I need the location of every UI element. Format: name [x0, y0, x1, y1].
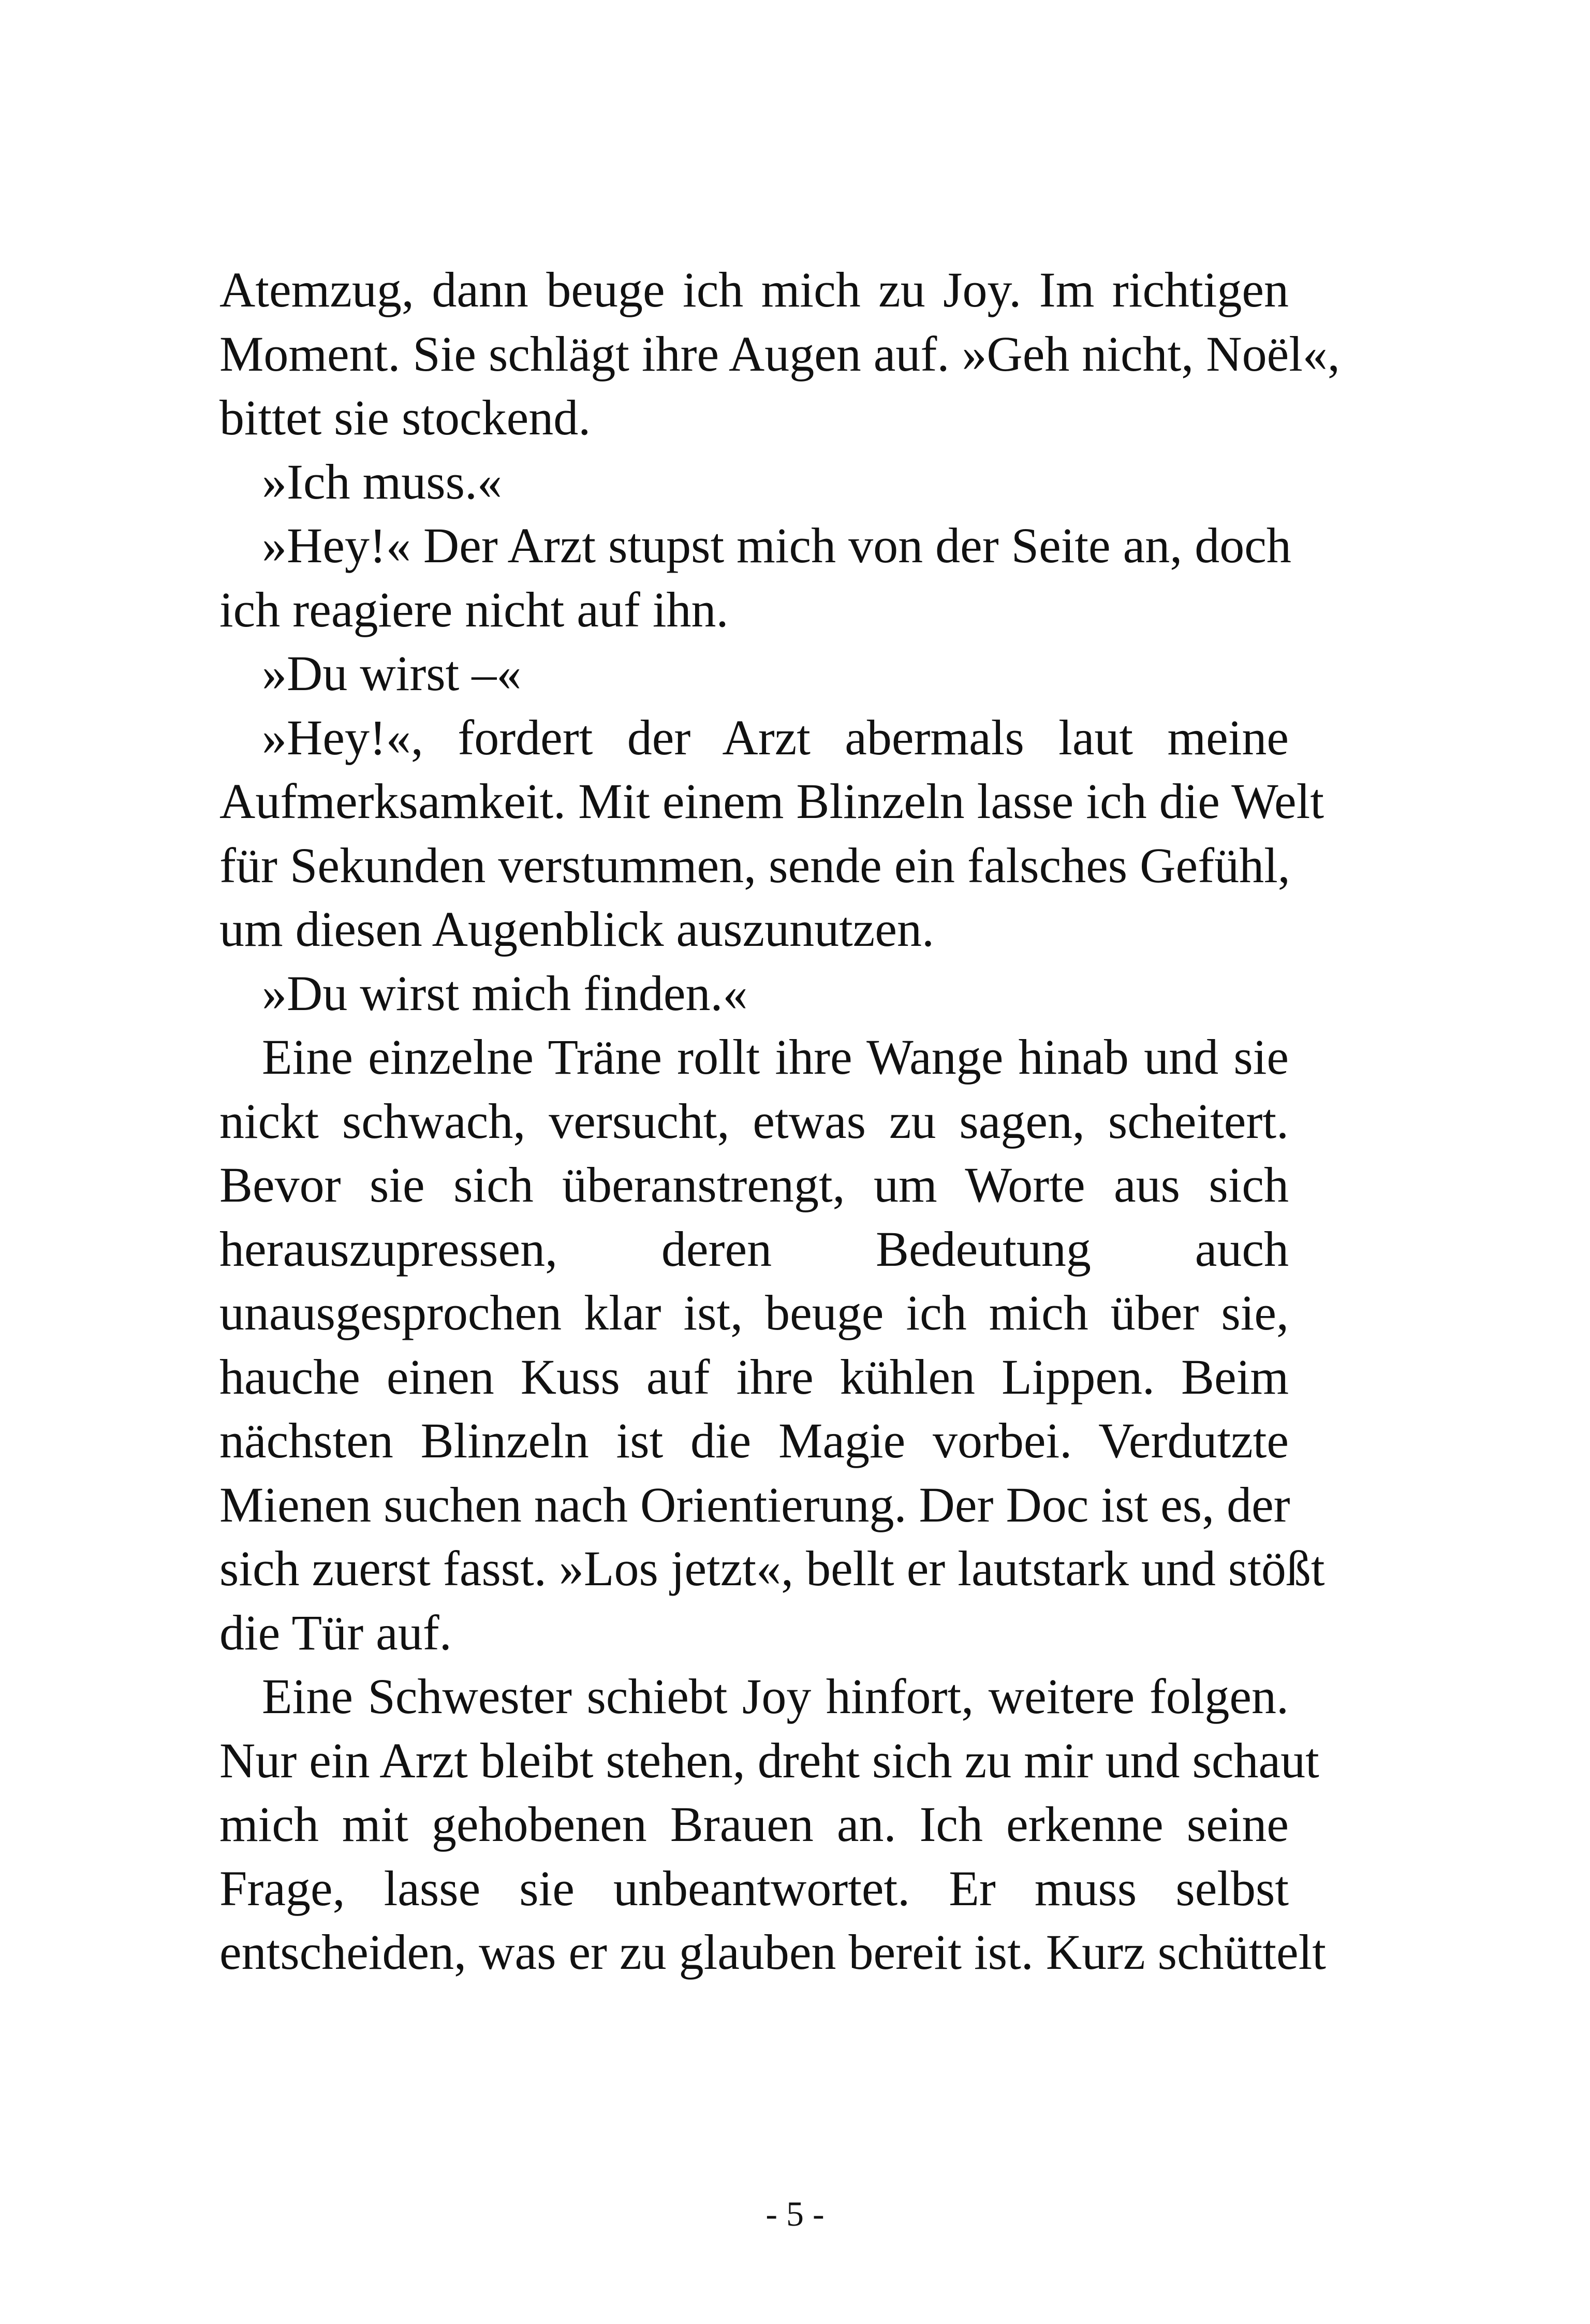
- text-line: Mienen suchen nach Orientierung. Der Doc ist es, der: [219, 1477, 1290, 1532]
- text-line: Moment. Sie schlägt ihre Augen auf. »Geh nicht, Noël«,: [219, 326, 1340, 382]
- page-number: - 5 -: [765, 2194, 825, 2233]
- text-line: mich mit gehobenen Brauen an. Ich erkenne seine: [219, 1796, 1289, 1852]
- text-line: entscheiden, was er zu glauben bereit ist. Kurz schüttelt: [219, 1924, 1326, 1980]
- text-line: herauszupressen, deren Bedeutung auch: [219, 1221, 1289, 1277]
- text-line: »Du wirst mich finden.«: [262, 965, 748, 1021]
- text-line: Nur ein Arzt bleibt stehen, dreht sich zu mir und schaut: [219, 1732, 1319, 1788]
- text-line: Bevor sie sich überanstrengt, um Worte aus sich: [219, 1157, 1289, 1212]
- text-line: hauche einen Kuss auf ihre kühlen Lippen. Beim: [219, 1349, 1289, 1405]
- text-line: Eine Schwester schiebt Joy hinfort, weitere folgen.: [262, 1669, 1289, 1724]
- text-line: nickt schwach, versucht, etwas zu sagen, scheitert.: [219, 1093, 1289, 1149]
- text-line: »Du wirst –«: [262, 646, 522, 701]
- body-text: [219, 258, 1340, 1984]
- text-line: ich reagiere nicht auf ihn.: [219, 581, 729, 637]
- text-line: nächsten Blinzeln ist die Magie vorbei. Verdutzte: [219, 1413, 1289, 1468]
- text-line: sich zuerst fasst. »Los jetzt«, bellt er lautstark und stößt: [219, 1541, 1325, 1596]
- text-line: um diesen Augenblick auszunutzen.: [219, 901, 934, 957]
- text-line: unausgesprochen klar ist, beuge ich mich über sie,: [219, 1285, 1289, 1340]
- text-line: Frage, lasse sie unbeantwortet. Er muss selbst: [219, 1860, 1289, 1916]
- text-line: für Sekunden verstummen, sende ein falsches Gefühl,: [219, 837, 1290, 893]
- text-line: Eine einzelne Träne rollt ihre Wange hinab und sie: [262, 1029, 1289, 1085]
- text-line: die Tür auf.: [219, 1604, 452, 1660]
- text-line: »Ich muss.«: [262, 454, 502, 509]
- text-line: bittet sie stockend.: [219, 390, 591, 445]
- text-line: Atemzug, dann beuge ich mich zu Joy. Im richtigen: [219, 262, 1289, 317]
- text-line: »Hey!«, fordert der Arzt abermals laut meine: [262, 709, 1289, 765]
- text-line: »Hey!« Der Arzt stupst mich von der Seite an, doch: [262, 518, 1291, 573]
- text-line: Aufmerksamkeit. Mit einem Blinzeln lasse ich die Welt: [219, 773, 1324, 829]
